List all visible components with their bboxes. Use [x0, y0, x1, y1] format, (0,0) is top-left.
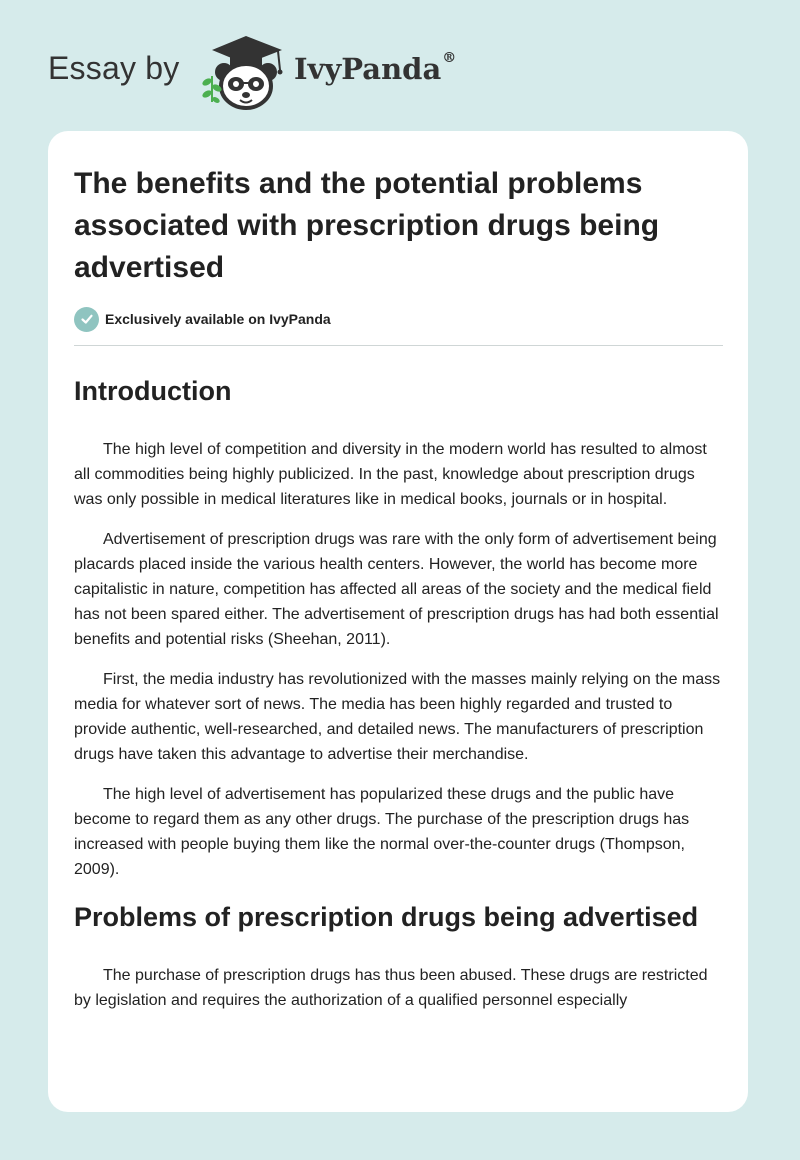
paragraph: Advertisement of prescription drugs was rare with the only form of advertisement being placards placed inside the various health centers. However, the world has become more capitalistic in nature, competition has affected all areas of the society and the medical field has not been spared either. The advertisement of prescription drugs has had both essential benefits and potential risks (Sheehan, 2011).	[74, 531, 719, 648]
section-heading-problems: Problems of prescription drugs being advertised	[74, 902, 699, 932]
exclusive-badge	[74, 305, 331, 333]
check-icon	[74, 307, 99, 332]
essay-title: The benefits and the potential problems associated with prescription drugs being advertised	[74, 167, 660, 284]
essay-body	[74, 361, 726, 1028]
paragraph: First, the media industry has revolutionized with the masses mainly relying on the mass media for whatever sort of news. The media has been highly regarded and trusted to provide authentic, well-researched, and detailed news. The manufacturers of prescription drugs have taken this advantage to advertise their merchandise.	[74, 671, 721, 763]
brand-name-text: IvyPanda	[294, 52, 442, 86]
brand-name[interactable]	[294, 52, 456, 86]
site-header	[0, 0, 800, 130]
panda-graduate-icon[interactable]	[198, 28, 294, 114]
paragraph: The purchase of prescription drugs has thus been abused. These drugs are restricted by legislation and requires the authorization of a qualified personnel especially	[74, 967, 708, 1009]
exclusive-badge-label: Exclusively available on IvyPanda	[105, 311, 331, 327]
title-divider	[74, 345, 723, 346]
paragraph: The high level of competition and diversity in the modern world has resulted to almost all commodities being highly publicized. In the past, knowledge about prescription drugs was only possible in medical literatures like in medical books, journals or in hospital.	[74, 441, 707, 508]
brand-prefix: Essay by	[48, 50, 180, 86]
essay-card	[48, 131, 748, 1112]
section-heading-introduction: Introduction	[74, 376, 232, 406]
paragraph: The high level of advertisement has popularized these drugs and the public have become to regard them as any other drugs. The purchase of the prescription drugs has increased with people buying them like the normal over-the-counter drugs (Thompson, 2009).	[74, 786, 690, 878]
registered-mark: ®	[442, 50, 457, 66]
